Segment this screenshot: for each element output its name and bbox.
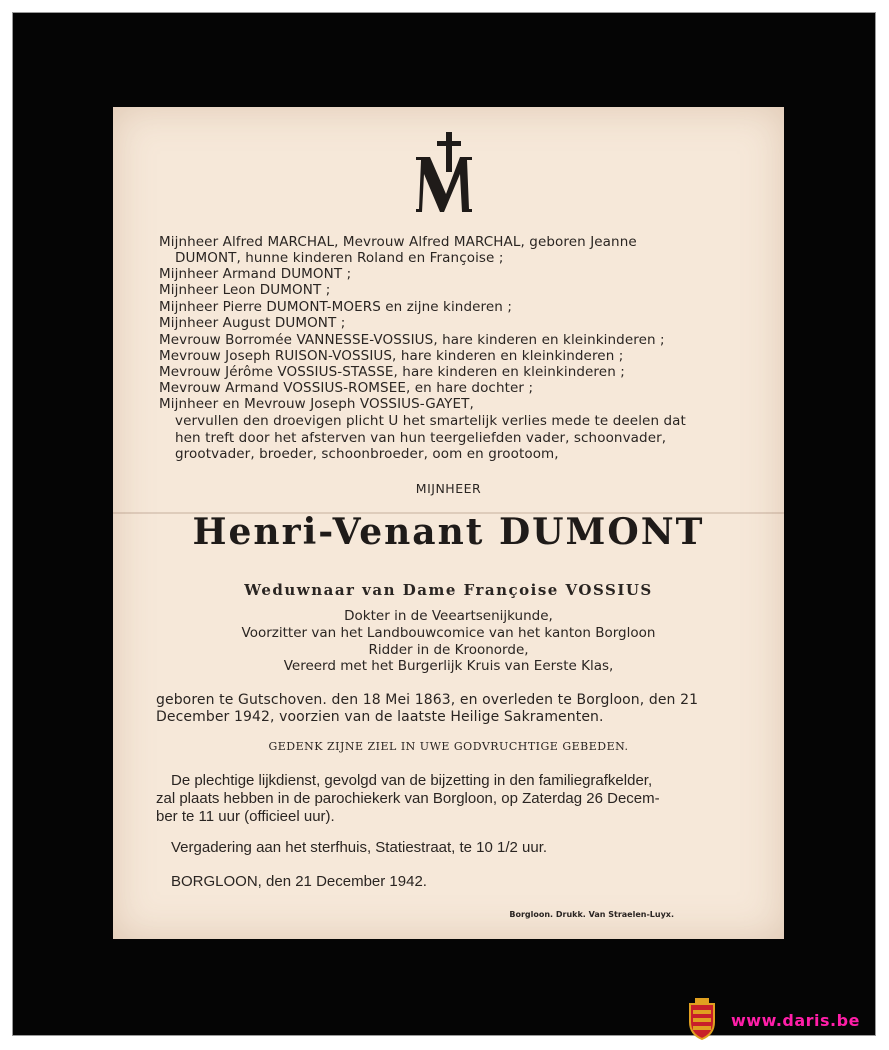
title-line: Vereerd met het Burgerlijk Kruis van Eerste Klas, [283,658,614,674]
mourner-line: Mijnheer Armand DUMONT ; [159,266,352,282]
mourner-line: Mijnheer Pierre DUMONT-MOERS en zijne kinderen ; [159,299,512,315]
funeral-line: ber te 11 uur (officieel uur). [156,808,335,825]
birth-death-line: geboren te Gutschoven. den 18 Mei 1863, en overleden te Borgloon, den 21 [156,692,699,708]
title-line: Dokter in de Veeartsenijkunde, [344,608,553,624]
funeral-line: zal plaats hebben in de parochiekerk van Borgloon, op Zaterdag 26 Decem- [156,790,660,807]
mourner-line: DUMONT, hunne kinderen Roland en Françoise ; [175,250,504,266]
printer-credit: Borgloon. Drukk. Van Straelen-Luyx. [509,910,674,919]
mourner-line: Mevrouw Borromée VANNESSE-VOSSIUS, hare kinderen en kleinkinderen ; [159,332,665,348]
watermark-url: www.daris.be [731,1011,860,1030]
mourner-line: Mijnheer en Mevrouw Joseph VOSSIUS-GAYET, [159,396,474,412]
mourner-line: Mijnheer Leon DUMONT ; [159,282,331,298]
place-date-line: BORGLOON, den 21 December 1942. [171,873,427,890]
message-line: vervullen den droevigen plicht U het smartelijk verlies mede te deelen dat [175,413,686,429]
birth-death-line: December 1942, voorzien van de laatste Heilige Sakramenten. [156,709,604,725]
mourner-line: Mijnheer Alfred MARCHAL, Mevrouw Alfred MARCHAL, geboren Jeanne [159,234,637,250]
prayer-line: GEDENK ZIJNE ZIEL IN UWE GODVRUCHTIGE GEBEDEN. [268,740,629,753]
widower-line: Weduwnaar van Dame Françoise VOSSIUS [244,581,653,599]
marian-monogram-icon [410,132,490,217]
coat-of-arms-icon [686,996,718,1040]
mourner-line: Mijnheer August DUMONT ; [159,315,346,331]
mourner-line: Mevrouw Jérôme VOSSIUS-STASSE, hare kinderen en kleinkinderen ; [159,364,625,380]
deceased-name: Henri-Venant DUMONT [192,511,705,553]
message-line: hen treft door het afsterven van hun teergeliefden vader, schoonvader, [175,430,667,446]
title-line: Ridder in de Kroonorde, [368,642,529,658]
salutation: MIJNHEER [415,481,482,496]
funeral-line: De plechtige lijkdienst, gevolgd van de bijzetting in den familiegrafkelder, [171,772,653,789]
title-line: Voorzitter van het Landbouwcomice van het kanton Borgloon [241,625,656,641]
mourning-card [113,107,784,939]
mourner-line: Mevrouw Joseph RUISON-VOSSIUS, hare kinderen en kleinkinderen ; [159,348,624,364]
message-line: grootvader, broeder, schoonbroeder, oom en grootoom, [175,446,559,462]
mourner-line: Mevrouw Armand VOSSIUS-ROMSEE, en hare dochter ; [159,380,534,396]
gathering-line: Vergadering aan het sterfhuis, Statiestraat, te 10 1/2 uur. [171,839,548,856]
